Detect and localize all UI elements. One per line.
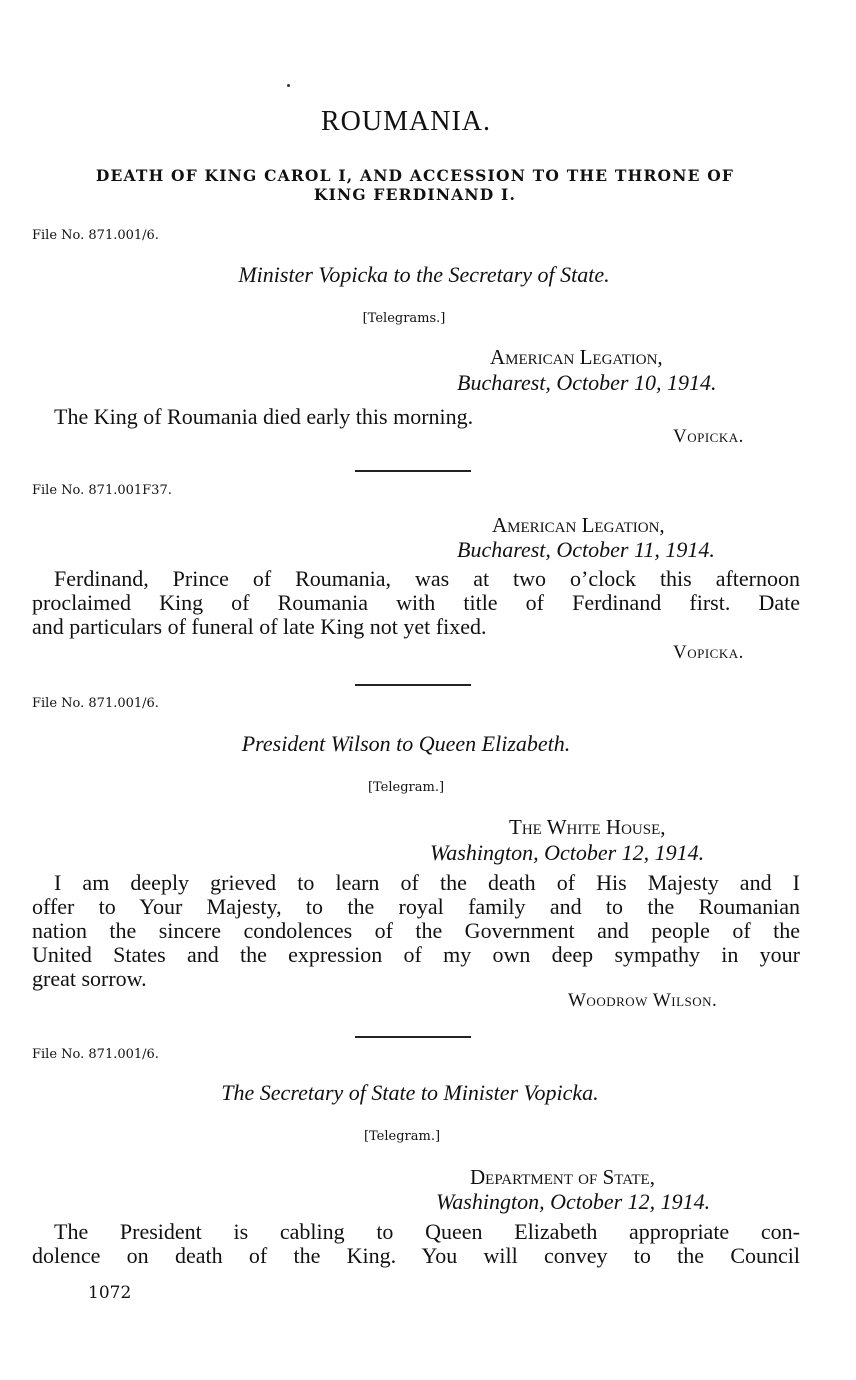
body-line: The President is cabling to Queen Elizabeth appropriate con- — [54, 1219, 800, 1244]
telegram-heading: The Secretary of State to Minister Vopicka. — [221, 1080, 599, 1105]
section-subtitle — [30, 166, 800, 204]
body-line: and particulars of funeral of late King not yet fixed. — [32, 614, 487, 639]
subtitle-line-2: KING FERDINAND I. — [313, 185, 517, 204]
sender-place: American Legation, — [490, 345, 663, 369]
sender-place: American Legation, — [492, 513, 665, 537]
file-number: File No. 871.001F37. — [32, 483, 172, 498]
page-number: 1072 — [88, 1283, 132, 1303]
dateline: Washington, October 12, 1914. — [436, 1189, 711, 1214]
telegram-note: [Telegrams.] — [362, 311, 446, 326]
body-line: great sorrow. — [32, 966, 147, 991]
telegram-heading: President Wilson to Queen Elizabeth. — [241, 731, 571, 756]
section-divider — [355, 684, 471, 686]
body-line: I am deeply grieved to learn of the death of His Majesty and I — [54, 870, 800, 895]
section-divider — [355, 470, 471, 472]
file-number: File No. 871.001/6. — [32, 696, 159, 711]
sender-place: The White House, — [509, 815, 666, 839]
dateline: Bucharest, October 11, 1914. — [457, 537, 715, 562]
telegram-note: [Telegram.] — [367, 780, 445, 795]
message-body — [32, 567, 800, 639]
telegram-note: [Telegram.] — [363, 1129, 441, 1144]
body-line: proclaimed King of Roumania with title of Ferdinand first. Date — [32, 590, 800, 615]
message-body — [32, 1220, 800, 1268]
section-divider — [355, 1036, 471, 1038]
signature: Vopicka. — [673, 426, 744, 447]
file-number: File No. 871.001/6. — [32, 228, 159, 243]
dateline: Washington, October 12, 1914. — [430, 840, 705, 865]
body-line: Ferdinand, Prince of Roumania, was at two o’clock this afternoon — [54, 566, 800, 591]
message-body — [32, 871, 800, 991]
dateline: Bucharest, October 10, 1914. — [457, 370, 717, 395]
signature: Woodrow Wilson. — [568, 990, 718, 1011]
signature: Vopicka. — [673, 642, 744, 663]
body-line: offer to Your Majesty, to the royal family and to the Roumanian — [32, 894, 800, 919]
file-number: File No. 871.001/6. — [32, 1047, 159, 1062]
body-line: United States and the expression of my own deep sympathy in your — [32, 942, 800, 967]
subtitle-line-1: DEATH OF KING CAROL I, AND ACCESSION TO THE THRONE OF — [95, 166, 735, 185]
sender-place: Department of State, — [470, 1165, 655, 1189]
country-title: ROUMANIA. — [321, 106, 491, 137]
printer-mark — [287, 84, 290, 87]
telegram-heading: Minister Vopicka to the Secretary of State. — [238, 262, 610, 287]
body-line: nation the sincere condolences of the Government and people of the — [32, 918, 800, 943]
body-line: The King of Roumania died early this morning. — [54, 404, 474, 429]
body-line: dolence on death of the King. You will convey to the Council — [32, 1243, 800, 1268]
